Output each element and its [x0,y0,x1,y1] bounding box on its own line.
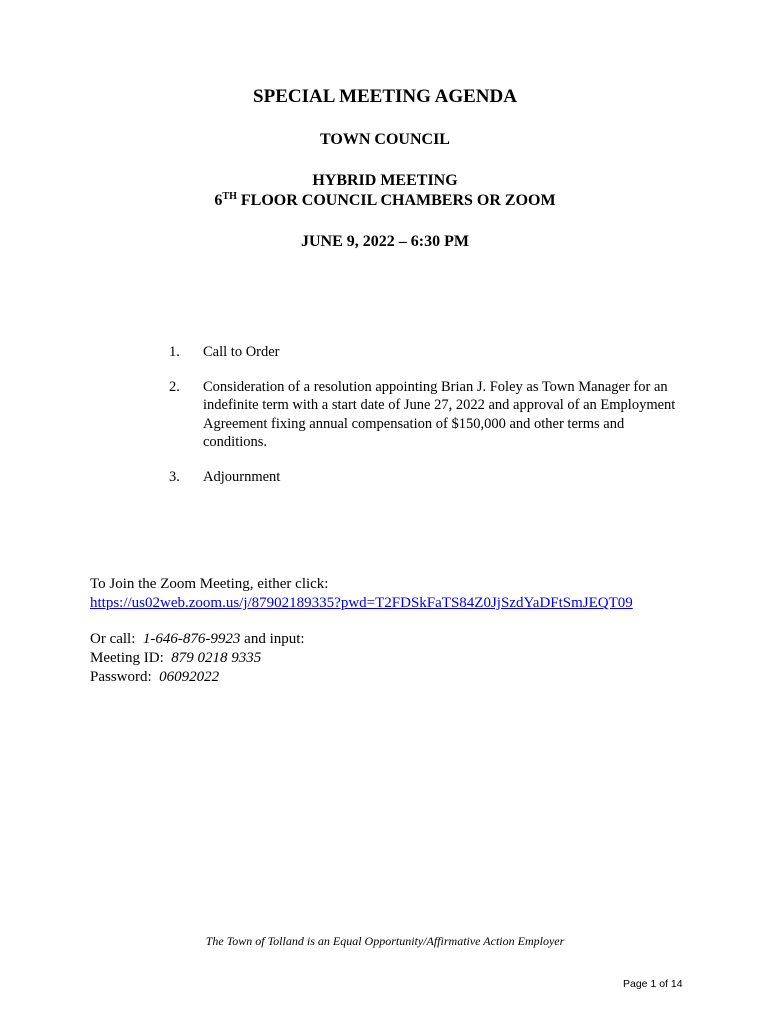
meeting-id-line [90,649,305,668]
agenda-item-text: Adjournment [203,468,281,485]
agenda-item-text: Call to Order [203,344,280,360]
agenda-item [169,343,679,362]
agenda-item-text: Consideration of a resolution appointing Brian J. Foley as Town Manager for an indefinite term with a start date of June 27, 2022 and approval of an Employment Agreement fixing annual compensation of $150,000 and other terms and conditions. [203,378,676,450]
meeting-id-value: 879 0218 9335 [171,650,262,666]
location-superscript: TH [222,191,237,202]
agenda-item-number: 1. [169,344,180,360]
agenda-item-number: 2. [169,378,180,395]
meeting-type: HYBRID MEETING [312,172,458,189]
page-number: Page 1 of 14 [623,978,683,990]
location-number: 6 [214,192,223,209]
password-line [90,668,305,687]
council-name: TOWN COUNCIL [320,131,450,148]
location-text: FLOOR COUNCIL CHAMBERS OR ZOOM [236,192,556,209]
phone-number: 1-646-876-9923 [142,631,241,647]
zoom-meeting-link[interactable]: https://us02web.zoom.us/j/87902189335?pwd=T2FDSkFaTS84Z0JjSzdYaDFtSmJEQT09 [90,595,633,611]
meeting-date: JUNE 9, 2022 – 6:30 PM [301,233,469,250]
call-line [90,630,305,649]
agenda-item [169,378,679,452]
zoom-intro: To Join the Zoom Meeting, either click: [90,576,329,592]
password-value: 06092022 [159,669,220,685]
page-title: SPECIAL MEETING AGENDA [253,86,517,107]
password-label: Password: [90,669,152,685]
agenda-item-number: 3. [169,468,180,485]
phone-join-section [90,630,305,687]
zoom-join-section [90,575,633,613]
meeting-location [0,192,770,210]
eeo-statement: The Town of Tolland is an Equal Opportunity/Affirmative Action Employer [205,934,565,948]
call-label: Or call: [90,631,136,647]
call-suffix: and input: [240,631,305,647]
meeting-id-label: Meeting ID: [90,650,164,666]
agenda-list [169,343,679,502]
agenda-item [169,468,679,487]
